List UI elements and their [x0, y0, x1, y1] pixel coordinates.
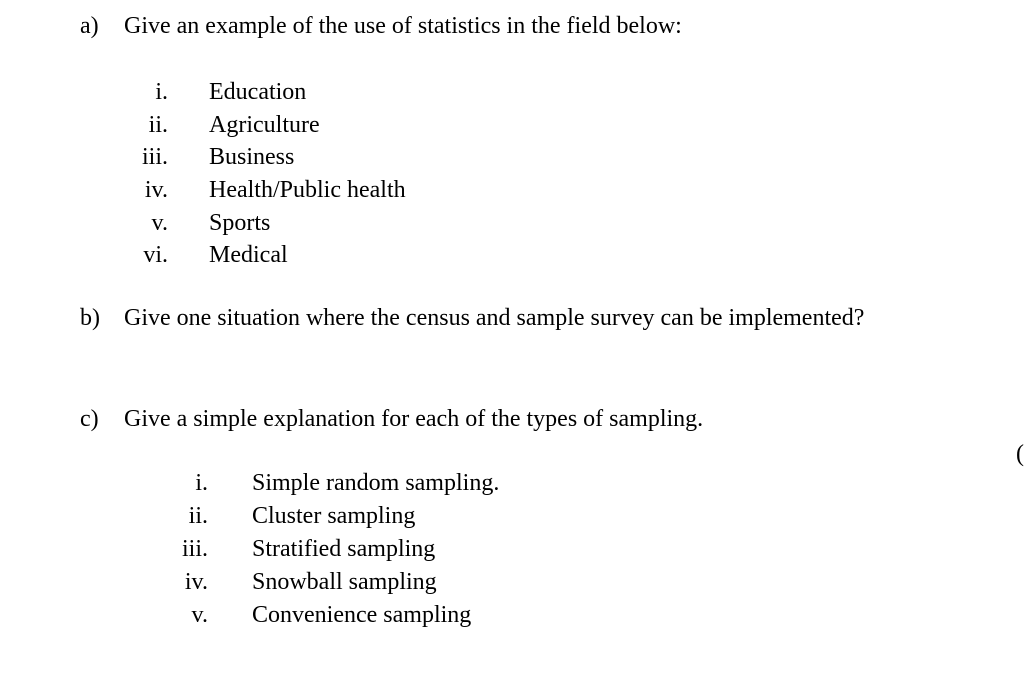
- question-c-label: c): [80, 406, 99, 432]
- list-item: Stratified sampling: [252, 536, 436, 562]
- list-item: Cluster sampling: [252, 503, 416, 529]
- list-item: Sports: [209, 210, 271, 236]
- question-c-text: Give a simple explanation for each of the types of sampling.: [124, 406, 704, 432]
- list-item: Snowball sampling: [252, 569, 437, 595]
- question-b-text: Give one situation where the census and sample survey can be implemented?: [124, 305, 865, 331]
- list-item-number: i.: [195, 470, 208, 496]
- list-item-number: iii.: [141, 144, 168, 170]
- stray-parenthesis: (: [1016, 441, 1024, 467]
- question-b-label: b): [80, 305, 100, 331]
- list-item-number: v.: [191, 602, 208, 628]
- list-item: Business: [209, 144, 295, 170]
- list-item-number: ii.: [148, 112, 168, 138]
- list-item-number: iv.: [144, 177, 168, 203]
- list-item-number: iii.: [181, 536, 208, 562]
- list-item-number: v.: [151, 210, 168, 236]
- list-item: Education: [209, 79, 307, 105]
- question-a-text: Give an example of the use of statistics in the field below:: [124, 13, 682, 39]
- list-item-number: vi.: [143, 242, 168, 268]
- list-item: Health/Public health: [209, 177, 406, 203]
- list-item: Simple random sampling.: [252, 470, 500, 496]
- list-item: Medical: [209, 242, 288, 268]
- list-item-number: i.: [155, 79, 168, 105]
- list-item-number: ii.: [188, 503, 208, 529]
- question-a-label: a): [80, 13, 99, 39]
- list-item: Agriculture: [209, 112, 320, 138]
- list-item: Convenience sampling: [252, 602, 472, 628]
- list-item-number: iv.: [184, 569, 208, 595]
